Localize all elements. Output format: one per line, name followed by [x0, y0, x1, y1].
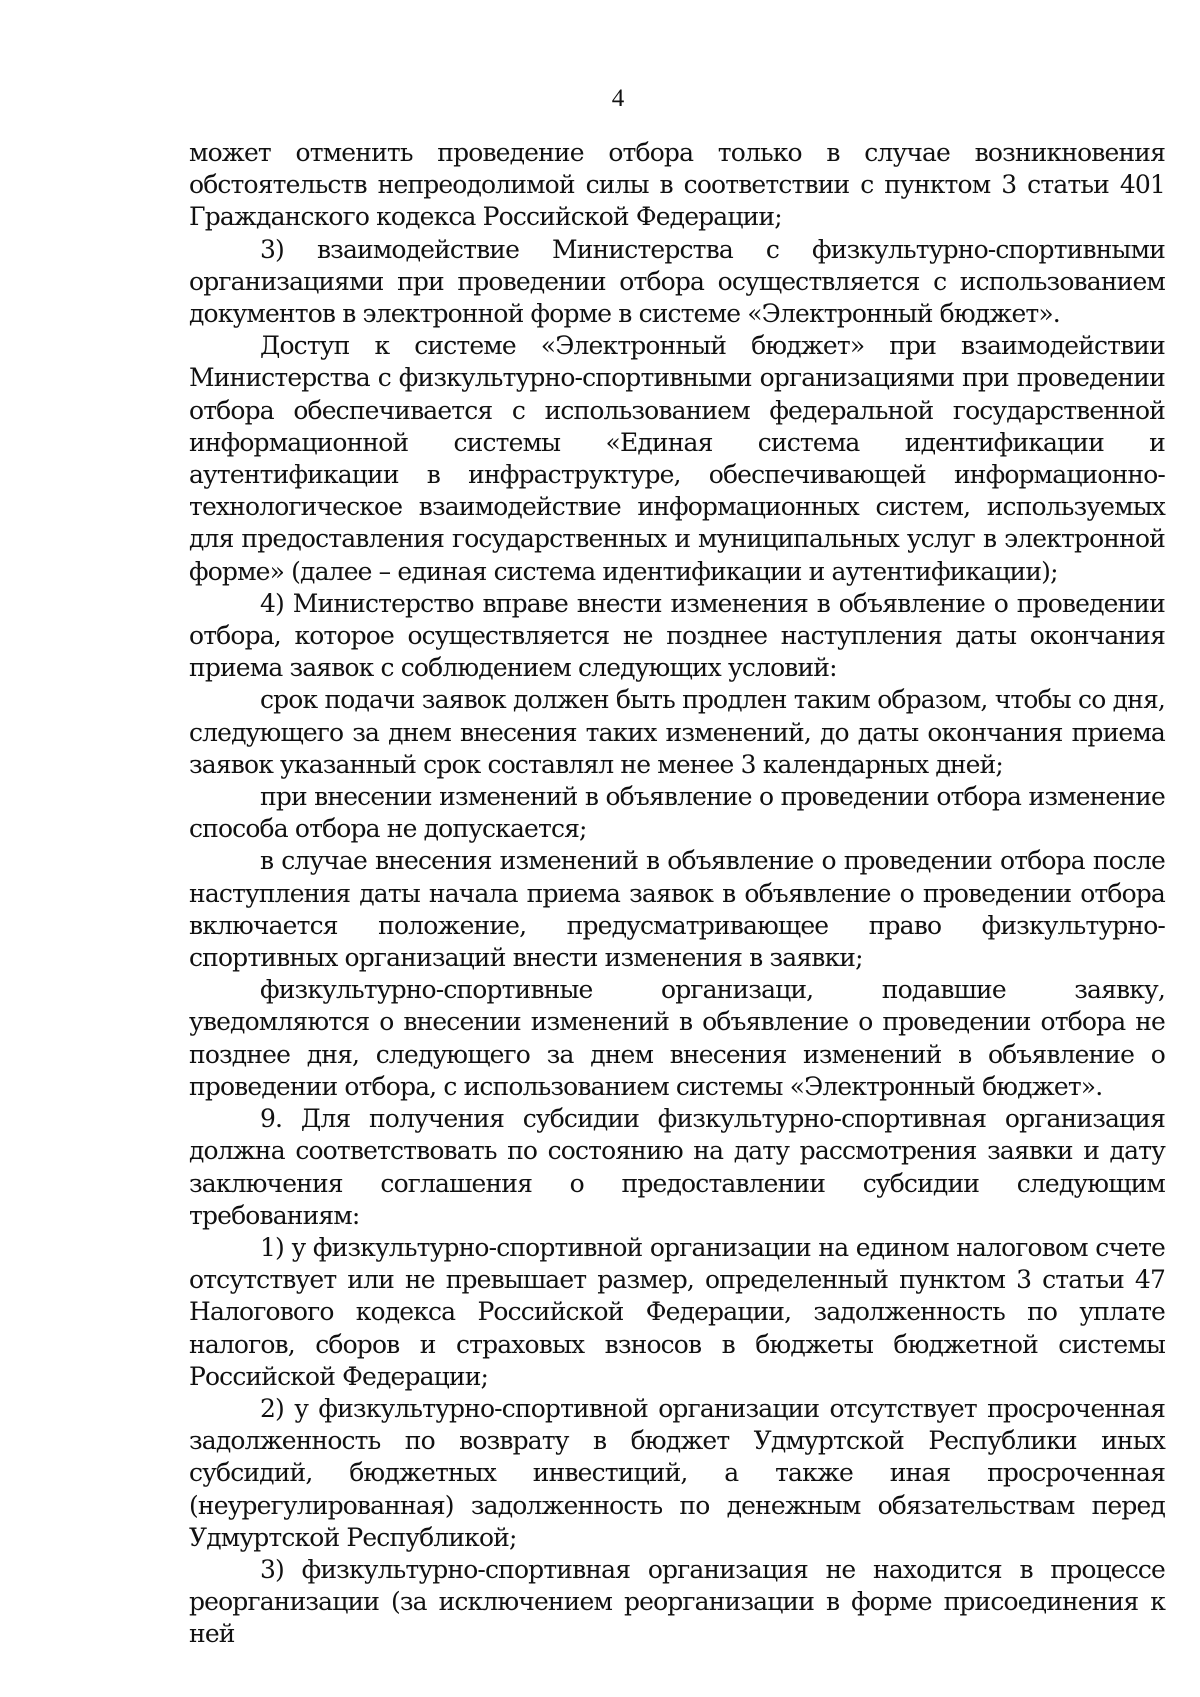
- paragraph-section-9: 9. Для получения субсидии физкультурно-спортивная организация должна соответствовать по состоянию на дату рассмотрения заявки и дату заключения соглашения о предоставлении субсидии следующим требованиям:: [189, 1104, 1165, 1230]
- paragraph-requirement-2: 2) у физкультурно-спортивной организации отсутствует просроченная задолженность по возврату в бюджет Удмуртской Республики иных субсидий, бюджетных инвестиций, а также иная просроченная (неурегулированная) задолженность по денежным обязательствам перед Удмуртской Республикой;: [189, 1393, 1165, 1552]
- document-body: [189, 137, 1165, 1651]
- paragraph-access: Доступ к системе «Электронный бюджет» при взаимодействии Министерства с физкультурно-спортивными организациями при проведении отбора обеспечивается с использованием федеральной государственной информационной системы «Единая система идентификации и аутентификации в инфраструктуре, обеспечивающей информационно-технологическое взаимодействие информационных систем, используемых для предоставления государственных и муниципальных услуг в электронной форме» (далее – единая система идентификации и аутентификации);: [189, 331, 1165, 586]
- paragraph-condition-notification: физкультурно-спортивные организаци, подавшие заявку, уведомляются о внесении изменений в объявление о проведении отбора не позднее дня, следующего за днем внесения изменений в объявление о проведении отбора, с использованием системы «Электронный бюджет».: [189, 975, 1165, 1101]
- paragraph-item-4: 4) Министерство вправе внести изменения в объявление о проведении отбора, которое осуществляется не позднее наступления даты окончания приема заявок с соблюдением следующих условий:: [189, 588, 1165, 683]
- paragraph-item-3: 3) взаимодействие Министерства с физкультурно-спортивными организациями при проведении отбора осуществляется с использованием документов в электронной форме в системе «Электронный бюджет».: [189, 234, 1165, 329]
- paragraph-requirement-3: 3) физкультурно-спортивная организация не находится в процессе реорганизации (за исключением реорганизации в форме присоединения к ней: [189, 1554, 1165, 1649]
- paragraph-condition-method: при внесении изменений в объявление о проведении отбора изменение способа отбора не допускается;: [189, 782, 1165, 844]
- paragraph-continuation: может отменить проведение отбора только в случае возникновения обстоятельств непреодолимой силы в соответствии с пунктом 3 статьи 401 Гражданского кодекса Российской Федерации;: [189, 138, 1165, 232]
- paragraph-requirement-1: 1) у физкультурно-спортивной организации на едином налоговом счете отсутствует или не превышает размер, определенный пунктом 3 статьи 47 Налогового кодекса Российской Федерации, задолженность по уплате налогов, сборов и страховых взносов в бюджеты бюджетной системы Российской Федерации;: [189, 1232, 1165, 1391]
- paragraph-condition-amendments: в случае внесения изменений в объявление о проведении отбора после наступления даты начала приема заявок в объявление о проведении отбора включается положение, предусматривающее право физкультурно-спортивных организаций внести изменения в заявки;: [189, 846, 1165, 973]
- page-number: 4: [611, 85, 625, 112]
- paragraph-condition-deadline: срок подачи заявок должен быть продлен таким образом, чтобы со дня, следующего за днем внесения таких изменений, до даты окончания приема заявок указанный срок составлял не менее 3 календарных дней;: [189, 685, 1165, 779]
